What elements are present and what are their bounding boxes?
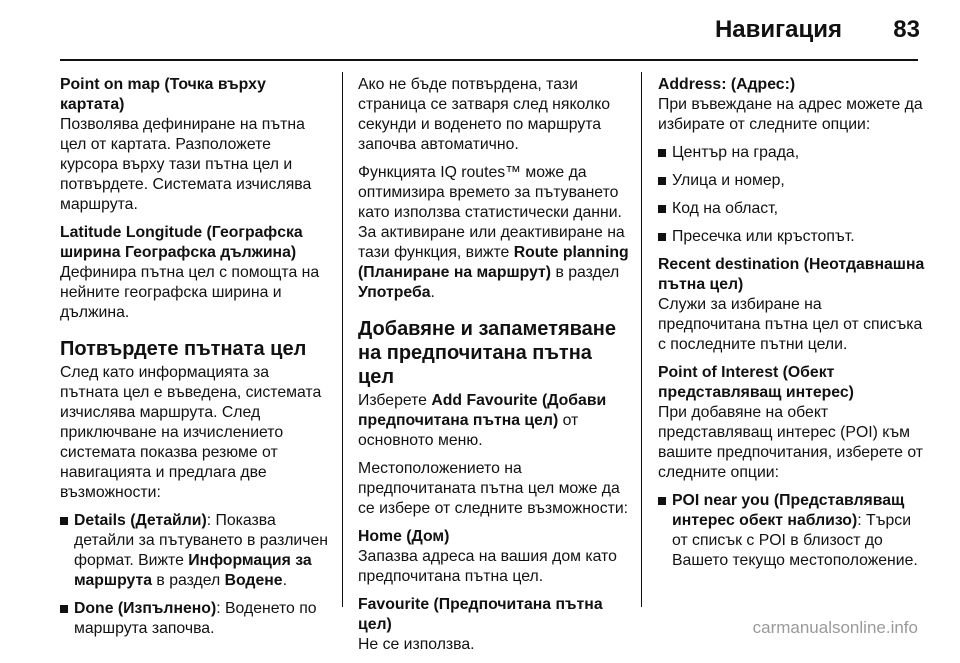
bullet-list xyxy=(658,143,928,247)
list-item: Код на област, xyxy=(658,199,928,219)
section-title: Навигация xyxy=(714,16,842,43)
definition xyxy=(358,595,630,655)
term-description: Дефинира пътна цел с помощта на нейните географска ширина и дължина. xyxy=(60,264,320,321)
list-item xyxy=(60,511,332,591)
term-description: Служи за избиране на предпочитана пътна цел от списъка с последните пътни цели. xyxy=(658,296,923,353)
term-description: При въвеждане на адрес можете да избирате от следните опции: xyxy=(658,96,923,133)
text: от основното меню. xyxy=(358,412,579,449)
text: : Търси от списък с POI в близост до Вашето текущо местоположение. xyxy=(672,512,918,569)
text: Изберете xyxy=(358,392,432,409)
column-2 xyxy=(358,75,630,663)
text: . xyxy=(282,572,287,589)
text: в раздел xyxy=(152,572,225,589)
watermark: carmanualsonline.info xyxy=(752,618,918,637)
term: Done (Изпълнено) xyxy=(74,600,217,617)
list-item xyxy=(658,491,928,571)
list-item: Център на града, xyxy=(658,143,928,163)
header-rule xyxy=(60,59,918,61)
text: . xyxy=(430,284,435,301)
column-3 xyxy=(658,75,928,579)
term: Point on map (Точка върху картата) xyxy=(60,76,266,113)
definition xyxy=(358,527,630,587)
text: : Воденето по маршрута започва. xyxy=(74,600,317,637)
paragraph: Местоположението на предпочитаната пътна цел може да се избере от следните възможности: xyxy=(358,460,629,517)
paragraph xyxy=(358,163,630,303)
section-heading: Добавяне и запаметяване на предпочитана пътна цел xyxy=(358,318,616,388)
definition xyxy=(60,75,332,215)
term: Favourite (Предпочитана пътна цел) xyxy=(358,596,603,633)
definition xyxy=(658,255,928,355)
term: Address: (Адрес:) xyxy=(658,76,796,93)
term: Details (Детайли) xyxy=(74,512,207,529)
definition xyxy=(658,363,928,483)
section-heading: Потвърдете пътната цел xyxy=(60,338,307,360)
cross-reference: Употреба xyxy=(358,284,431,301)
paragraph: Ако не бъде потвърдена, тази страница се затваря след няколко секунди и воденето по маршрута започва автоматично. xyxy=(358,76,611,153)
list-item: Улица и номер, xyxy=(658,171,928,191)
term: Point of Interest (Обект представляващ интерес) xyxy=(658,364,854,401)
definition xyxy=(60,223,332,323)
cross-reference: Route planning (Планиране на маршрут) xyxy=(358,244,629,281)
cross-reference: Водене xyxy=(224,572,283,589)
term-description: Не се използва. xyxy=(358,636,475,653)
text: в раздел xyxy=(551,264,620,281)
term-description: При добавяне на обект представляващ интерес (POI) към вашите предпочитания, изберете от следните опции: xyxy=(658,404,923,481)
list-item xyxy=(60,599,332,639)
column-divider xyxy=(342,72,343,607)
column-divider xyxy=(641,72,642,607)
menu-reference: Add Favourite (Добави предпочитана пътна цел) xyxy=(358,392,607,429)
paragraph: След като информацията за пътната цел е въведена, системата изчислява маршрута. След приключване на изчислението системата показва резюме от навигацията и предлага две възможности: xyxy=(60,364,322,501)
paragraph xyxy=(358,391,630,451)
term: POI near you (Представляващ интерес обект наблизо) xyxy=(672,492,905,529)
page-number: 83 xyxy=(893,16,920,43)
definition xyxy=(658,75,928,135)
term: Recent destination (Неотдавнашна пътна цел) xyxy=(658,256,925,293)
text: : Показва детайли за пътуването в различен формат. Вижте xyxy=(74,512,328,569)
cross-reference: Информация за маршрута xyxy=(74,552,312,589)
text: Функцията IQ routes™ може да оптимизира времето за пътуването като използва статистически данни. За активиране или деактивиране на тази функция, вижте xyxy=(358,164,625,261)
list-item: Пресечка или кръстопът. xyxy=(658,227,928,247)
bullet-list xyxy=(60,511,332,639)
column-1 xyxy=(60,75,332,647)
bullet-list xyxy=(658,491,928,571)
page-header xyxy=(0,0,960,60)
term: Home (Дом) xyxy=(358,528,450,545)
term: Latitude Longitude (Географска ширина Географска дължина) xyxy=(60,224,303,261)
term-description: Позволява дефиниране на пътна цел от картата. Разположете курсора върху тази пътна цел и потвърдете. Системата изчислява маршрута. xyxy=(60,116,312,213)
term-description: Запазва адреса на вашия дом като предпочитана пътна цел. xyxy=(358,548,617,585)
